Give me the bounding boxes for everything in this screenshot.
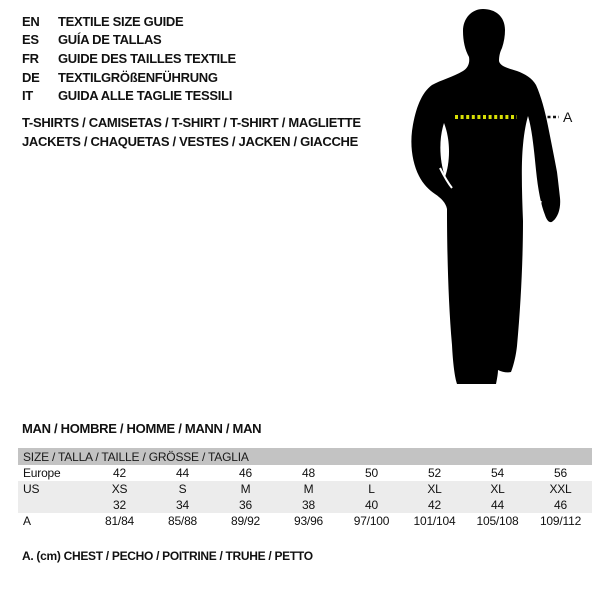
size-cell: 38 <box>302 498 315 512</box>
language-label: GUIDA ALLE TAGLIE TESSILI <box>58 88 233 104</box>
size-cell: 44 <box>176 466 189 480</box>
language-label: TEXTILGRÖßENFÜHRUNG <box>58 69 218 85</box>
size-cell: 36 <box>239 498 252 512</box>
row-label: Europe <box>23 466 61 480</box>
size-cell: 50 <box>365 466 378 480</box>
size-cell: 97/100 <box>353 514 390 528</box>
size-cell: 40 <box>365 498 378 512</box>
man-silhouette <box>411 9 560 384</box>
size-cell: 89/92 <box>230 514 261 528</box>
language-list <box>22 12 236 105</box>
size-cell: 93/96 <box>293 514 324 528</box>
size-cell: 42 <box>428 498 441 512</box>
size-cell: 46 <box>554 498 567 512</box>
category-list <box>22 113 361 151</box>
size-cell: 56 <box>554 466 567 480</box>
size-cell: L <box>368 482 375 496</box>
language-row-it <box>22 86 236 105</box>
size-table-header: SIZE / TALLA / TAILLE / GRÖSSE / TAGLIA <box>18 448 592 465</box>
size-cell: 46 <box>239 466 252 480</box>
size-cell: M <box>240 482 251 496</box>
table-row-us-numeric <box>18 497 592 513</box>
size-cell: 32 <box>113 498 126 512</box>
section-title-man: MAN / HOMBRE / HOMME / MANN / MAN <box>22 421 262 436</box>
size-cell: 85/88 <box>167 514 198 528</box>
language-row-es <box>22 31 236 50</box>
language-row-en <box>22 12 236 31</box>
size-cell: XL <box>490 482 505 496</box>
size-cell: XS <box>111 482 128 496</box>
table-row-europe <box>18 465 592 481</box>
table-row-chest-a <box>18 513 592 529</box>
size-cell: 81/84 <box>104 514 135 528</box>
language-code: FR <box>22 50 39 66</box>
man-silhouette-svg <box>395 5 580 390</box>
thumb-crease <box>540 201 541 213</box>
size-cell: 52 <box>428 466 441 480</box>
language-label: GUIDE DES TAILLES TEXTILE <box>58 50 236 66</box>
measurement-footnote: A. (cm) CHEST / PECHO / POITRINE / TRUHE / PETTO <box>22 549 313 563</box>
size-cell: XXL <box>549 482 572 496</box>
size-cell: S <box>178 482 187 496</box>
size-cell: 54 <box>491 466 504 480</box>
row-label: A <box>23 514 31 528</box>
size-cell: 44 <box>491 498 504 512</box>
language-row-de <box>22 68 236 87</box>
language-code: DE <box>22 69 40 85</box>
size-cell: 42 <box>113 466 126 480</box>
language-code: ES <box>22 32 39 48</box>
size-cell: 101/104 <box>413 514 456 528</box>
language-row-fr <box>22 49 236 68</box>
category-line-jackets: JACKETS / CHAQUETAS / VESTES / JACKEN / GIACCHE <box>22 134 358 149</box>
size-cell: 105/108 <box>476 514 519 528</box>
language-code: EN <box>22 13 40 29</box>
row-label: US <box>23 482 40 496</box>
language-label: TEXTILE SIZE GUIDE <box>58 13 184 29</box>
size-cell: XL <box>427 482 442 496</box>
measure-label-a: A <box>563 109 573 125</box>
language-code: IT <box>22 88 33 104</box>
size-cell: 109/112 <box>539 514 582 528</box>
size-table <box>18 448 592 529</box>
size-cell: M <box>303 482 314 496</box>
size-cell: 48 <box>302 466 315 480</box>
man-silhouette-figure <box>395 5 580 390</box>
table-row-us <box>18 481 592 497</box>
category-line-tshirts: T-SHIRTS / CAMISETAS / T-SHIRT / T-SHIRT / MAGLIETTE <box>22 115 361 130</box>
language-label: GUÍA DE TALLAS <box>58 32 162 48</box>
size-cell: 34 <box>176 498 189 512</box>
